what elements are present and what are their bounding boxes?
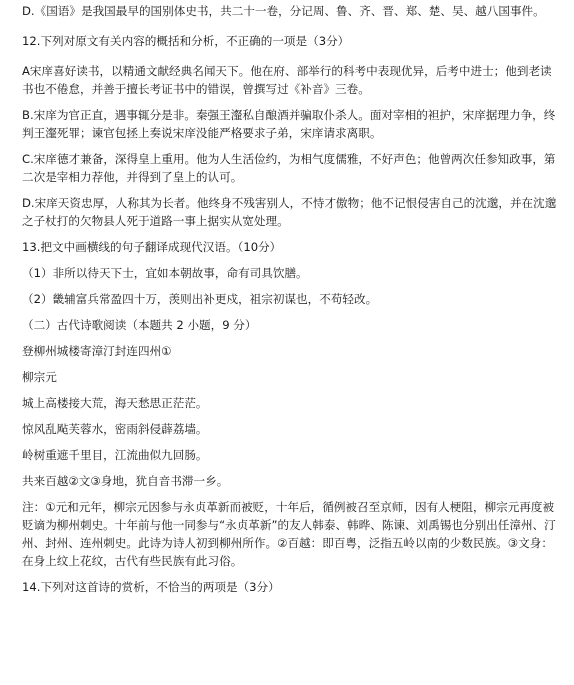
q12-option-d: D.宋庠天资忠厚，人称其为长者。他终身不残害别人，不恃才傲物；他不记恨侵害自己的沈邈，并在沈邈之子杖打的欠物县人死于道路一事上据实从宽处理。: [22, 196, 557, 228]
poem-line: 共来百越②文③身地，犹自音书滞一乡。: [22, 474, 229, 488]
poem-author: 柳宗元: [22, 370, 57, 384]
q12-stem: 12.下列对原文有关内容的概括和分析，不正确的一项是（3分）: [22, 34, 350, 48]
poem-note: 注：①元和元年，柳宗元因参与永贞革新而被贬，十年后，循例被召至京师，因有人梗阻，柳宗元再度被贬谪为柳州刺史。十年前与他一同参与“永贞革新”的友人韩泰、韩晔、陈谏、刘禹锡也分别出任漳州、汀州、封州、连州刺史。此诗为诗人初到柳州所作。②百越：即百粤，泛指五岭以南的少数民族。③文身：在身上纹上花纹，古代有些民族有此习俗。: [22, 500, 556, 568]
poem-title: 登柳州城楼寄漳汀封连四州①: [22, 344, 172, 358]
q14-stem: 14.下列对这首诗的赏析，不恰当的两项是（3分）: [22, 580, 280, 594]
poem-line: 岭树重遮千里目，江流曲似九回肠。: [22, 448, 208, 462]
section-poetry-heading: （二）古代诗歌阅读（本题共 2 小题，9 分）: [22, 318, 257, 332]
q12-option-a: A宋庠喜好读书，以精通文献经典名闻天下。他在府、部举行的科考中表现优异，后考中进士；他到老读书也不倦怠，并善于擅长考证书中的错误，曾撰写过《补音》三卷。: [22, 64, 552, 96]
q13-sentence-2: （2）畿辅富兵常盈四十万，羡则出补更戍，祖宗初谋也，不苟轻改。: [22, 292, 378, 306]
poem-line: 惊风乱飐芙蓉水，密雨斜侵薜荔墙。: [22, 422, 208, 436]
q13-sentence-1: （1）非所以待天下士，宜如本朝故事，命有司具饮膳。: [22, 266, 308, 280]
q12-option-b: B.宋庠为官正直，遇事辄分是非。秦强王瀣私自酿酒并骗取仆杀人。面对宰相的袒护，宋庠据理力争，终判王瀣死罪；谏官包拯上奏说宋庠没能严格要求子弟，宋庠请求离职。: [22, 108, 556, 140]
q13-stem: 13.把文中画横线的句子翻译成现代汉语。（10分）: [22, 240, 282, 254]
document-page: [0, 2, 574, 685]
poem-line: 城上高楼接大荒，海天愁思正茫茫。: [22, 396, 208, 410]
q11-option-d: D.《国语》是我国最早的国别体史书，共二十一卷，分记周、鲁、齐、晋、郑、楚、吴、越八国事件。: [22, 4, 545, 18]
q12-option-c: C.宋庠德才兼备，深得皇上重用。他为人生活俭约，为相气度儒雅，不好声色；他曾两次任参知政事，第二次是宰相力荐他，并得到了皇上的认可。: [22, 152, 556, 184]
